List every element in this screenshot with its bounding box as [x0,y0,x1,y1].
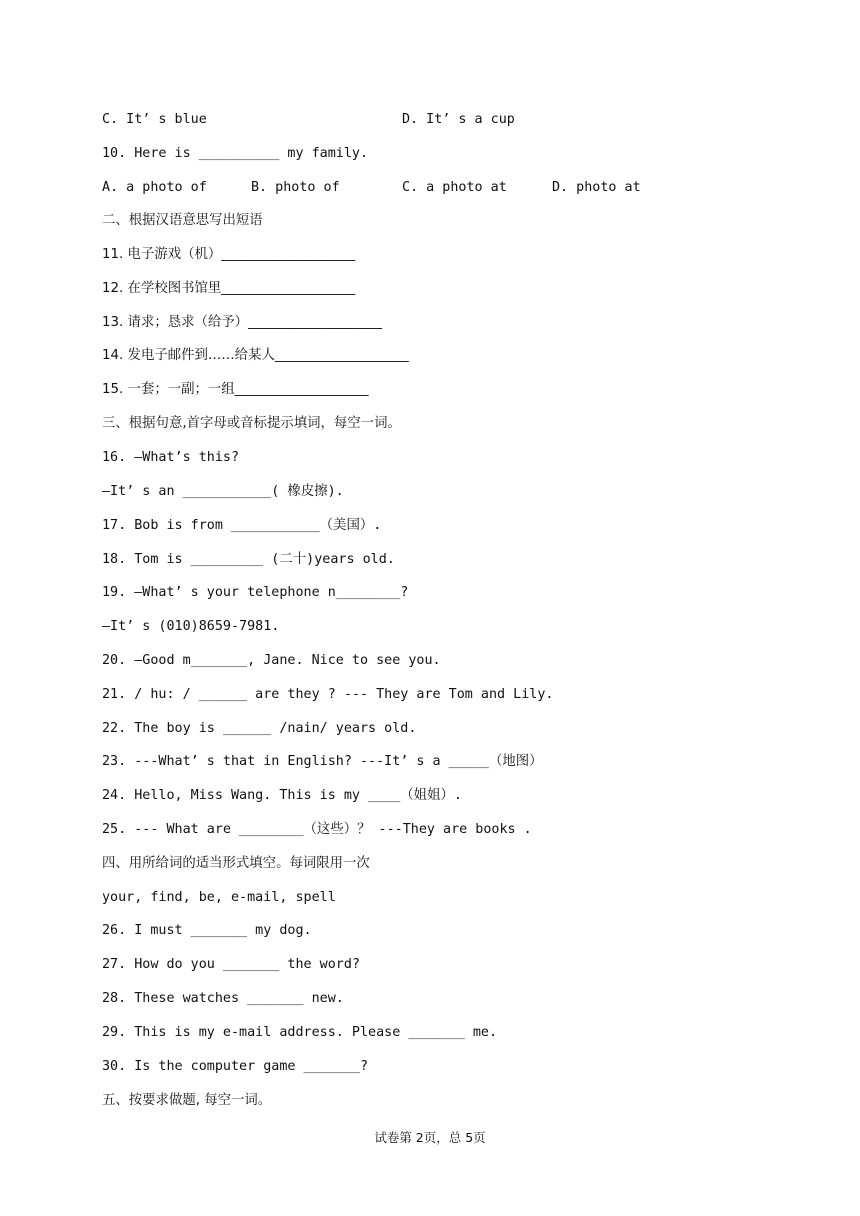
question-19-answer-line: —It’ s (010)8659-7981. [102,619,280,634]
question-19: 19. —What’ s your telephone n________? [102,585,409,600]
question-16: 16. —What’s this? [102,450,240,465]
question-28: 28. These watches _______ new. [102,991,344,1006]
question-13: 13. 请求；恳求（给予）____________________ [102,315,382,330]
question-26: 26. I must _______ my dog. [102,923,312,938]
q10-stem: 10. Here is __________ my family. [102,146,369,161]
question-30: 30. Is the computer game _______? [102,1059,369,1074]
q10-option-c: C. a photo at [402,180,507,195]
question-23: 23. ---What’ s that in English? ---It’ s a _____（地图） [102,754,543,769]
q9-option-c: C. It’ s blue [102,112,207,127]
question-14: 14. 发电子邮件到……给某人____________________ [102,348,409,363]
question-27: 27. How do you _______ the word? [102,957,360,972]
section2-heading: 二、根据汉语意思写出短语 [102,213,263,228]
question-24: 24. Hello, Miss Wang. This is my ____（姐姐）. [102,788,462,803]
section4-heading: 四、用所给词的适当形式填空。每词限用一次 [102,856,370,871]
question-21: 21. / hu: / ______ are they ? --- They are Tom and Lily. [102,687,554,702]
question-29: 29. This is my e-mail address. Please _______ me. [102,1025,498,1040]
question-15: 15. 一套；一副；一组____________________ [102,382,369,397]
question-25: 25. --- What are ________（这些）？ ---They are books . [102,822,532,837]
section5-heading: 五、按要求做题, 每空一词。 [102,1093,272,1108]
q9-option-d: D. It’ s a cup [402,112,515,127]
question-16-answer-line: —It’ s an ___________( 橡皮擦). [102,484,344,499]
question-11: 11. 电子游戏（机）____________________ [102,247,356,262]
word-bank: your, find, be, e-mail, spell [102,890,336,905]
q10-option-a: A. a photo of [102,180,207,195]
question-12: 12. 在学校图书馆里____________________ [102,281,356,296]
page-footer: 试卷第 2页，总 5页 [374,1130,486,1145]
question-18: 18. Tom is _________ (二十)years old. [102,552,395,567]
question-17: 17. Bob is from ___________（美国）. [102,518,382,533]
section3-heading: 三、根据句意,首字母或音标提示填词，每空一词。 [102,416,401,431]
q10-option-b: B. photo of [251,180,340,195]
q10-option-d: D. photo at [552,180,641,195]
question-22: 22. The boy is ______ /nain/ years old. [102,721,417,736]
question-20: 20. —Good m_______, Jane. Nice to see you. [102,653,441,668]
